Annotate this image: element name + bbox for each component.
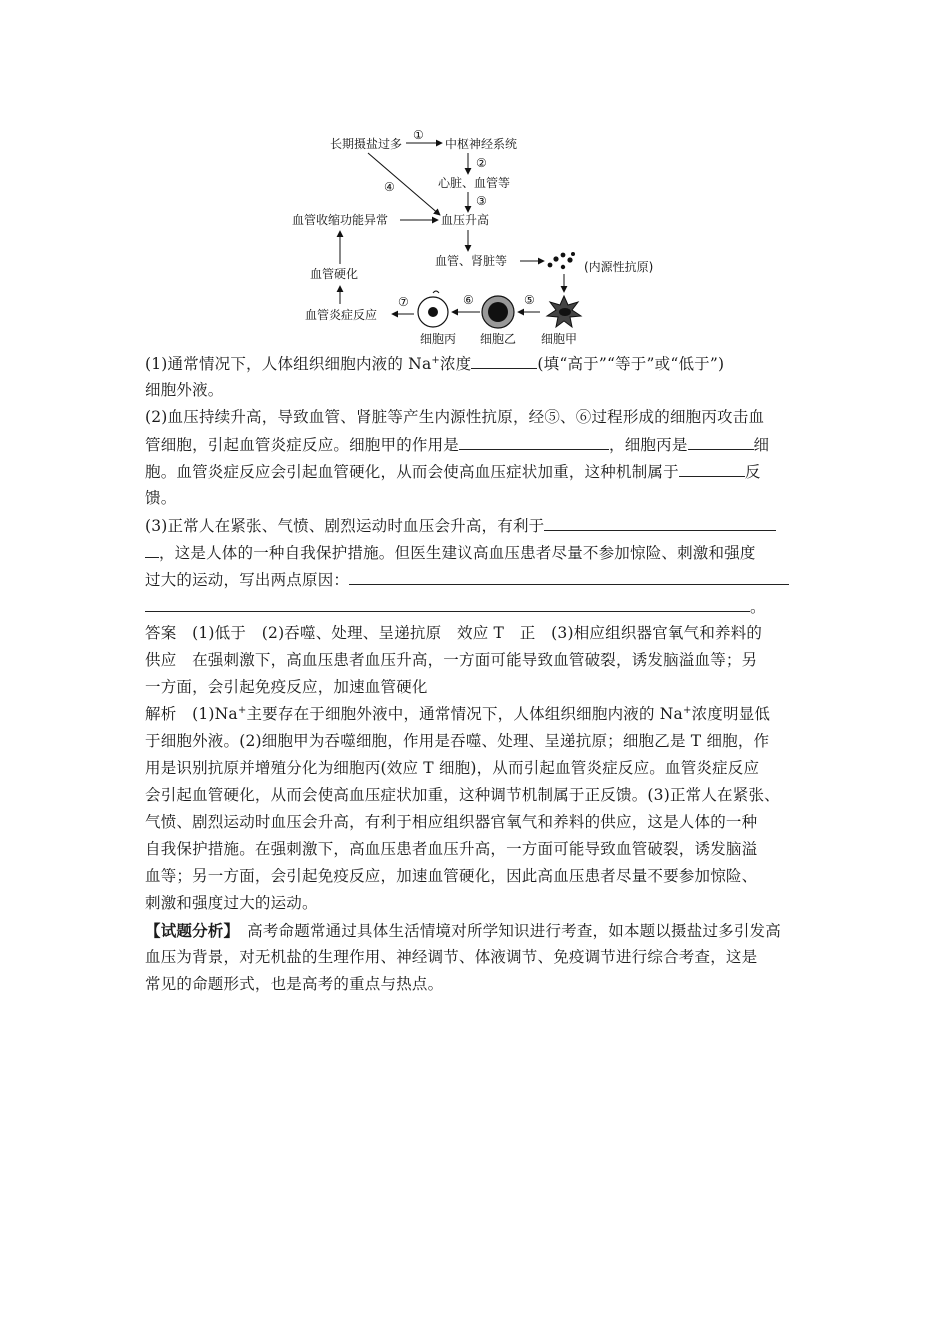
test-analysis-line1: 【试题分析】 高考命题常通过具体生活情境对所学知识进行考查，如本题以摄盐过多引发高	[145, 921, 781, 940]
step-3: ③	[476, 194, 487, 208]
blank-q3-a[interactable]	[544, 512, 776, 531]
analysis-line6: 自我保护措施。在强刺激下，高血压患者血压升高，一方面可能导致血管破裂，诱发脑溢	[145, 840, 758, 858]
label-cell-a: 细胞甲	[541, 332, 578, 346]
step-1: ①	[413, 128, 424, 142]
q2-line4: 馈。	[145, 489, 177, 507]
analysis-line7: 血等；另一方面，会引起免疫反应，加速血管硬化，因此高血压患者尽量不要参加惊险、	[145, 867, 758, 885]
step-5: ⑤	[524, 293, 535, 307]
test-analysis-line3: 常见的命题形式，也是高考的重点与热点。	[145, 975, 444, 993]
label-cell-c: 细胞丙	[420, 332, 457, 346]
q3-line4: 。	[145, 593, 807, 620]
q2-line2: 管细胞，引起血管炎症反应。细胞甲的作用是 ，细胞丙是 细	[145, 431, 807, 458]
step-2: ②	[476, 156, 487, 170]
analysis-line3: 用是识别抗原并增殖分化为细胞丙(效应 T 细胞)，从而引起血管炎症反应。血管炎症反应	[145, 759, 760, 777]
analysis-line8: 刺激和强度过大的运动。	[145, 894, 318, 912]
node-antigen: (内源性抗原)	[584, 260, 654, 274]
blank-q1[interactable]	[471, 350, 537, 369]
cell-b	[482, 296, 514, 328]
antigen-dots	[548, 252, 575, 269]
blank-q3-reasons-cont	[145, 593, 750, 612]
question-body	[145, 350, 807, 998]
q3-line2: ，这是人体的一种自我保护措施。但医生建议高血压患者尽量不参加惊险、刺激和强度	[145, 539, 807, 566]
blank-feedback[interactable]	[679, 458, 745, 477]
q1-line2: 细胞外液。	[145, 381, 224, 399]
cell-c	[418, 291, 448, 327]
test-analysis-line2: 血压为背景，对无机盐的生理作用、神经调节、体液调节、免疫调节进行综合考查，这是	[145, 948, 758, 966]
blank-cell-c[interactable]	[688, 431, 754, 450]
answer-line3: 一方面，会引起免疫反应，加速血管硬化	[145, 678, 428, 696]
blank-q3-reasons[interactable]	[349, 566, 789, 585]
blank-q3-a-cont	[145, 539, 159, 558]
step-4: ④	[384, 180, 395, 194]
step-6: ⑥	[463, 293, 474, 307]
q2-line3: 胞。血管炎症反应会引起血管硬化，从而会使高血压症状加重，这种机制属于 反	[145, 458, 807, 485]
test-analysis-label: 【试题分析】	[145, 921, 232, 940]
node-bp: 血压升高	[441, 213, 490, 227]
blank-cell-a-role[interactable]	[459, 431, 609, 450]
arrow-salt-bp	[368, 153, 440, 215]
node-salt: 长期摄盐过多	[330, 137, 403, 151]
node-cns: 中枢神经系统	[445, 137, 518, 151]
node-kidney: 血管、肾脏等	[435, 254, 508, 268]
label-cell-b: 细胞乙	[480, 332, 517, 346]
q3-line3: 过大的运动，写出两点原因：	[145, 566, 807, 593]
analysis-line1: 解析 (1)Na+主要存在于细胞外液中，通常情况下，人体组织细胞内液的 Na+浓度明显低	[145, 704, 771, 723]
q1-line1: (1)通常情况下，人体组织细胞内液的 Na+浓度 (填“高于”“等于”或“低于”)	[145, 350, 807, 377]
q3-line1: (3)正常人在紧张、气愤、剧烈运动时血压会升高，有利于	[145, 512, 807, 539]
analysis-line2: 于细胞外液。(2)细胞甲为吞噬细胞，作用是吞噬、处理、呈递抗原；细胞乙是 T 细胞，作	[145, 732, 770, 750]
node-heart: 心脏、血管等	[438, 176, 511, 190]
step-7: ⑦	[398, 295, 409, 309]
hypertension-diagram	[280, 124, 680, 354]
analysis-line4: 会引起血管硬化，从而会使高血压症状加重，这种调节机制属于正反馈。(3)正常人在紧张、	[145, 786, 780, 804]
node-contract: 血管收缩功能异常	[292, 213, 389, 227]
node-harden: 血管硬化	[310, 267, 359, 281]
analysis-line5: 气愤、剧烈运动时血压会升高，有利于相应组织器官氧气和养料的供应，这是人体的一种	[145, 813, 758, 831]
answer-line2: 供应 在强刺激下，高血压患者血压升高，一方面可能导致血管破裂，诱发脑溢血等；另	[145, 651, 758, 669]
answer-line1: 答案 (1)低于 (2)吞噬、处理、呈递抗原 效应 T 正 (3)相应组织器官氧气和养料的	[145, 624, 763, 642]
cell-a	[547, 296, 581, 327]
q2-line1: (2)血压持续升高，导致血管、肾脏等产生内源性抗原，经⑤、⑥过程形成的细胞丙攻击血	[145, 408, 765, 426]
node-inflam: 血管炎症反应	[305, 308, 378, 322]
